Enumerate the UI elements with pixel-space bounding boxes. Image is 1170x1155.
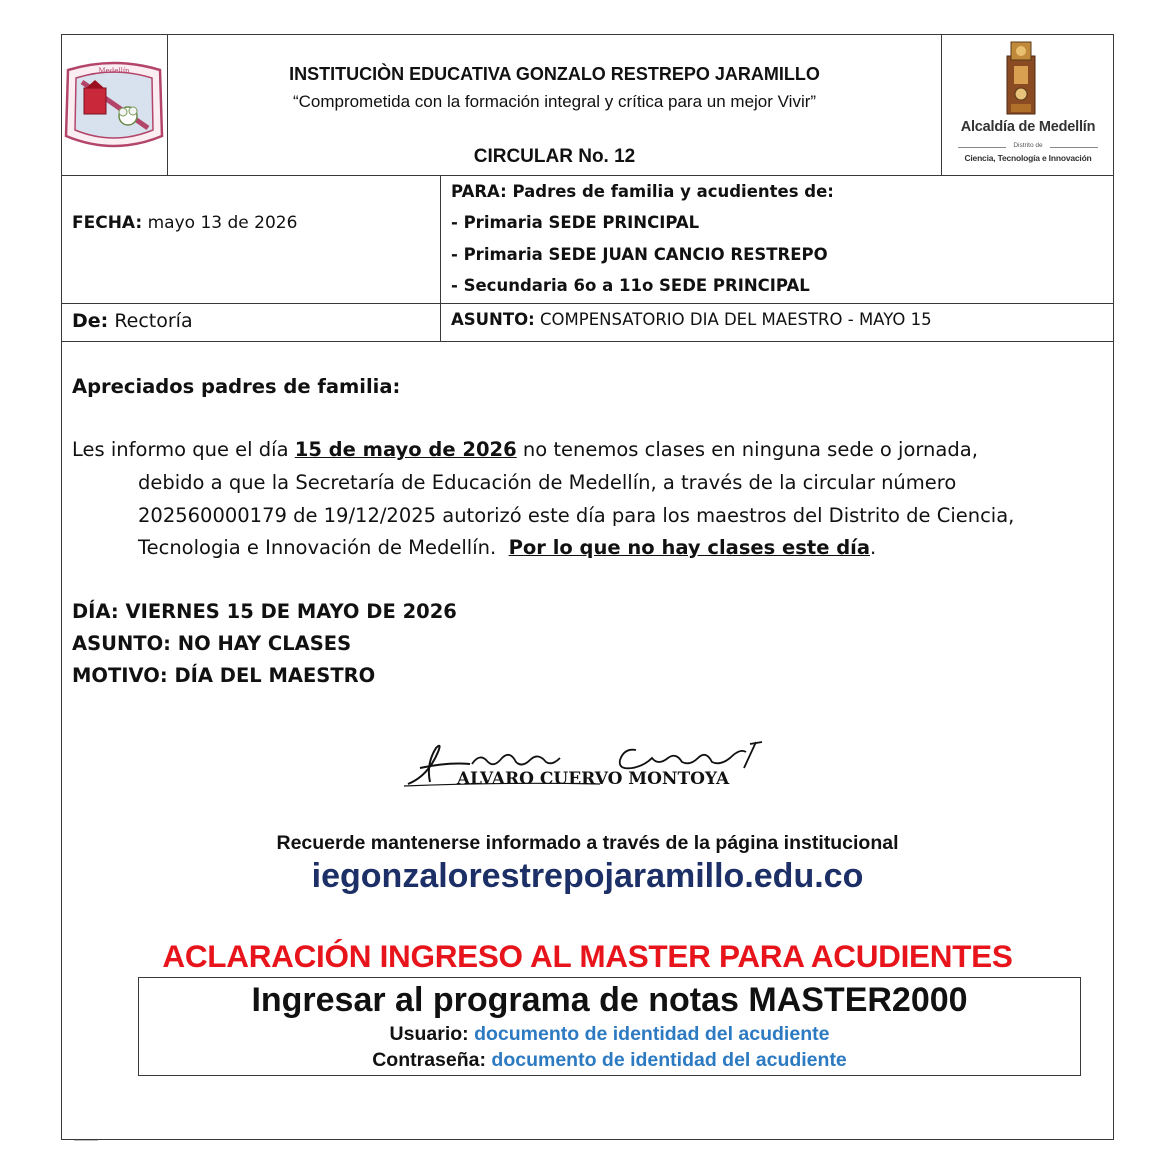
signature-name: ALVARO CUERVO MONTOYA: [456, 769, 730, 789]
de-field: [72, 310, 193, 332]
logo-divider: [941, 34, 942, 176]
asunto-label: ASUNTO:: [451, 310, 535, 329]
asunto-field: [451, 310, 932, 329]
motivo-line: MOTIVO: DÍA DEL MAESTRO: [72, 664, 376, 687]
asunto-value: COMPENSATORIO DIA DEL MAESTRO - MAYO 15: [540, 310, 932, 329]
alcaldia-logo: [997, 38, 1045, 116]
alcaldia-district: Distrito de: [1013, 142, 1043, 149]
paragraph-line-4: [138, 536, 876, 559]
para-item: - Primaria SEDE PRINCIPAL: [451, 213, 700, 232]
usuario-value: documento de identidad del acudiente: [474, 1023, 830, 1045]
paragraph-line-4-text: Tecnologia e Innovación de Medellín.: [138, 536, 509, 559]
contrasena-value: documento de identidad del acudiente: [491, 1049, 847, 1071]
paragraph-end: .: [870, 536, 877, 559]
paragraph-line-3: 202560000179 de 19/12/2025 autorizó este día para los maestros del Distrito de Ciencia,: [138, 504, 1015, 527]
para-field: [451, 182, 834, 201]
paragraph-rest: no tenemos clases en ninguna sede o jornada,: [516, 438, 978, 461]
dia-line: DÍA: VIERNES 15 DE MAYO DE 2026: [72, 600, 457, 623]
crest-text: Medellín: [98, 67, 130, 75]
paragraph-line-2: debido a que la Secretaría de Educación de Medellín, a través de la circular número: [138, 471, 957, 494]
website-link[interactable]: iegonzalorestrepojaramillo.edu.co: [311, 857, 864, 895]
usuario-line: [138, 1023, 1081, 1046]
alcaldia-name: Alcaldía de Medellín: [960, 119, 1096, 135]
greeting: Apreciados padres de familia:: [72, 375, 401, 398]
info-divider: [61, 303, 1114, 304]
paragraph-date: 15 de mayo de 2026: [294, 438, 517, 461]
info-column-divider: [440, 175, 441, 342]
para-label: PARA:: [451, 182, 507, 201]
master-clarification-heading: ACLARACIÓN INGRESO AL MASTER PARA ACUDIENTES: [162, 938, 1013, 974]
fecha-field: [72, 213, 297, 233]
para-item: - Primaria SEDE JUAN CANCIO RESTREPO: [451, 245, 828, 264]
institution-name: INSTITUCIÒN EDUCATIVA GONZALO RESTREPO JARAMILLO: [289, 64, 820, 84]
paragraph-emphasis: Por lo que no hay clases este día: [508, 536, 871, 559]
para-value: Padres de familia y acudientes de:: [512, 182, 834, 201]
de-value: Rectoría: [114, 310, 193, 332]
body-divider: [61, 341, 1114, 342]
asunto-line: ASUNTO: NO HAY CLASES: [72, 632, 352, 655]
school-crest-logo: [62, 58, 166, 156]
reminder-text: Recuerde mantenerse informado a través de la página institucional: [276, 832, 899, 854]
alcaldia-subtitle: Ciencia, Tecnología e Innovación: [964, 153, 1092, 163]
paragraph-intro: Les informo que el día: [72, 438, 295, 461]
usuario-label: Usuario:: [389, 1023, 469, 1045]
circular-number: CIRCULAR No. 12: [473, 146, 636, 167]
header-divider: [61, 175, 1114, 176]
para-item: - Secundaria 6o a 11o SEDE PRINCIPAL: [451, 276, 810, 295]
paragraph-line-1: [72, 438, 978, 461]
footer-mark: [74, 1140, 98, 1141]
contrasena-line: [138, 1049, 1081, 1072]
master-title: Ingresar al programa de notas MASTER2000: [251, 981, 968, 1019]
de-label: De:: [72, 310, 109, 332]
fecha-label: FECHA:: [72, 213, 143, 233]
contrasena-label: Contraseña:: [372, 1049, 486, 1071]
fecha-value: mayo 13 de 2026: [147, 213, 298, 233]
institution-motto: “Comprometida con la formación integral y crítica para un mejor Vivir”: [292, 92, 817, 111]
